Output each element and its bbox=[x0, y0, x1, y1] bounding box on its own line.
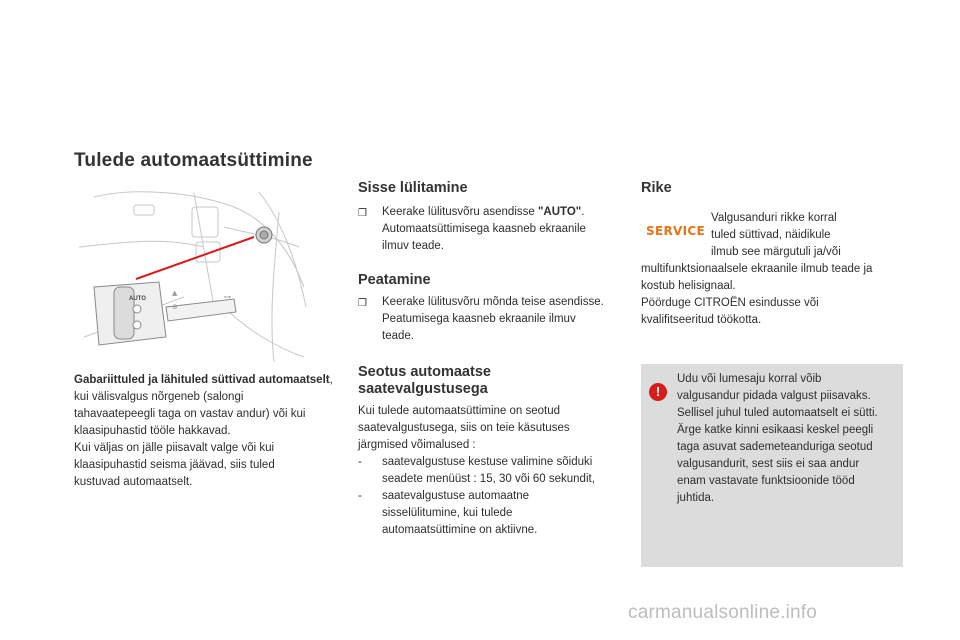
heading-peatamine: Peatamine bbox=[358, 272, 431, 288]
bullet-text: teade. bbox=[382, 330, 414, 342]
switch-knob bbox=[256, 227, 272, 243]
bullet-text: Automaatsüttimisega kaasneb ekraanile bbox=[382, 223, 586, 235]
dash-mark: - bbox=[358, 490, 362, 502]
caption-line: klaasipuhastid seisma jäävad, siis tuled bbox=[74, 459, 275, 471]
caption-line: klaasipuhastid tööle hakkavad. bbox=[74, 425, 231, 437]
svg-text:⊶: ⊶ bbox=[224, 293, 231, 301]
heading-seotus bbox=[358, 364, 491, 398]
rike-line: Valgusanduri rikke korral bbox=[711, 212, 837, 224]
stalk-detail bbox=[94, 282, 236, 345]
dash-text: automaatsüttimine on aktiivne. bbox=[382, 524, 538, 536]
note-line: Sellisel juhul tuled automaatselt ei sütti. bbox=[677, 407, 878, 419]
bullet-text: Keerake lülitusvõru asendisse bbox=[382, 206, 538, 218]
note-line: juhtida. bbox=[677, 492, 715, 504]
heading-line: Seotus automaatse bbox=[358, 364, 491, 380]
rike-line: ilmub see märgutuli ja/või bbox=[711, 246, 841, 258]
rike-line: kvalifitseeritud töökotta. bbox=[641, 314, 762, 326]
caption-line: kui välisvalgus nõrgeneb (salongi bbox=[74, 391, 244, 403]
dash-text: saatevalgustuse kestuse valimine sõiduki bbox=[382, 456, 593, 468]
auto-keyword: "AUTO" bbox=[537, 206, 582, 218]
exclamation-icon: ! bbox=[649, 383, 667, 401]
caption-line: kustuvad automaatselt. bbox=[74, 476, 193, 488]
light-switch-illustration bbox=[74, 187, 310, 367]
rike-indented bbox=[711, 210, 911, 261]
bullet-icon: ❒ bbox=[358, 298, 367, 309]
bullet-text: Keerake lülitusvõru mõnda teise asendisse. bbox=[382, 296, 604, 308]
note-line: taga asuvat sademeteanduriga seotud bbox=[677, 441, 873, 453]
bullet-text: . bbox=[581, 206, 585, 218]
heading-rike: Rike bbox=[641, 180, 672, 196]
heading-sisse: Sisse lülitamine bbox=[358, 180, 468, 196]
dash-text: sisselülitumine, kui tulede bbox=[382, 507, 513, 519]
intro-line: järgmised võimalused : bbox=[358, 439, 476, 451]
rike-line: multifunktsionaalsele ekraanile ilmub teade ja bbox=[641, 263, 873, 275]
dash-text: saatevalgustuse automaatne bbox=[382, 490, 530, 502]
bullet-icon: ❒ bbox=[358, 208, 367, 219]
service-warning-icon: SERVICE bbox=[646, 224, 705, 238]
note-line: Ärge katke kinni esikaasi keskel peegli bbox=[677, 424, 874, 436]
caption-sep: , bbox=[329, 374, 333, 386]
svg-text:⊕: ⊕ bbox=[172, 303, 178, 311]
intro-line: Kui tulede automaatsüttimine on seotud bbox=[358, 405, 561, 417]
note-line: enam vastavate funktsioonide tööd bbox=[677, 475, 855, 487]
rike-line: kostub helisignaal. bbox=[641, 280, 736, 292]
note-line: valgusandurit, sest siis ei saa andur bbox=[677, 458, 860, 470]
note-line: Udu või lumesaju korral võib bbox=[677, 373, 822, 385]
bullet-text: Peatumisega kaasneb ekraanile ilmuv bbox=[382, 313, 576, 325]
svg-text:▲: ▲ bbox=[172, 289, 178, 297]
seotus-body bbox=[358, 403, 628, 539]
note-line: valgusandur pidada valgust piisavaks. bbox=[677, 390, 871, 402]
bullet-text: ilmuv teade. bbox=[382, 240, 445, 252]
caption-line: tahavaatepeegli taga on vastav andur) või kui bbox=[74, 408, 306, 420]
dash-mark: - bbox=[358, 456, 362, 468]
auto-label: AUTO bbox=[129, 296, 146, 302]
bullet-sisse bbox=[358, 204, 628, 255]
left-caption bbox=[74, 372, 334, 491]
rike-line: Pöörduge CITROËN esindusse või bbox=[641, 297, 819, 309]
leader-line bbox=[136, 237, 254, 279]
intro-line: saatevalgustusega, siis on teie käsutuses bbox=[358, 422, 570, 434]
bullet-peatamine bbox=[358, 294, 628, 345]
page-title: Tulede automaatsüttimine bbox=[74, 150, 313, 171]
caption-bold: Gabariittuled ja lähituled süttivad automaatselt bbox=[74, 374, 330, 386]
rike-line: tuled süttivad, näidikule bbox=[711, 229, 831, 241]
rike-full bbox=[641, 261, 941, 329]
heading-line: saatevalgustusega bbox=[358, 381, 488, 397]
dash-text: seadete menüüst : 15, 30 või 60 sekundit, bbox=[382, 473, 595, 485]
caption-line: Kui väljas on jälle piisavalt valge või kui bbox=[74, 442, 275, 454]
note-text bbox=[677, 371, 903, 507]
watermark: carmanualsonline.info bbox=[628, 602, 818, 623]
